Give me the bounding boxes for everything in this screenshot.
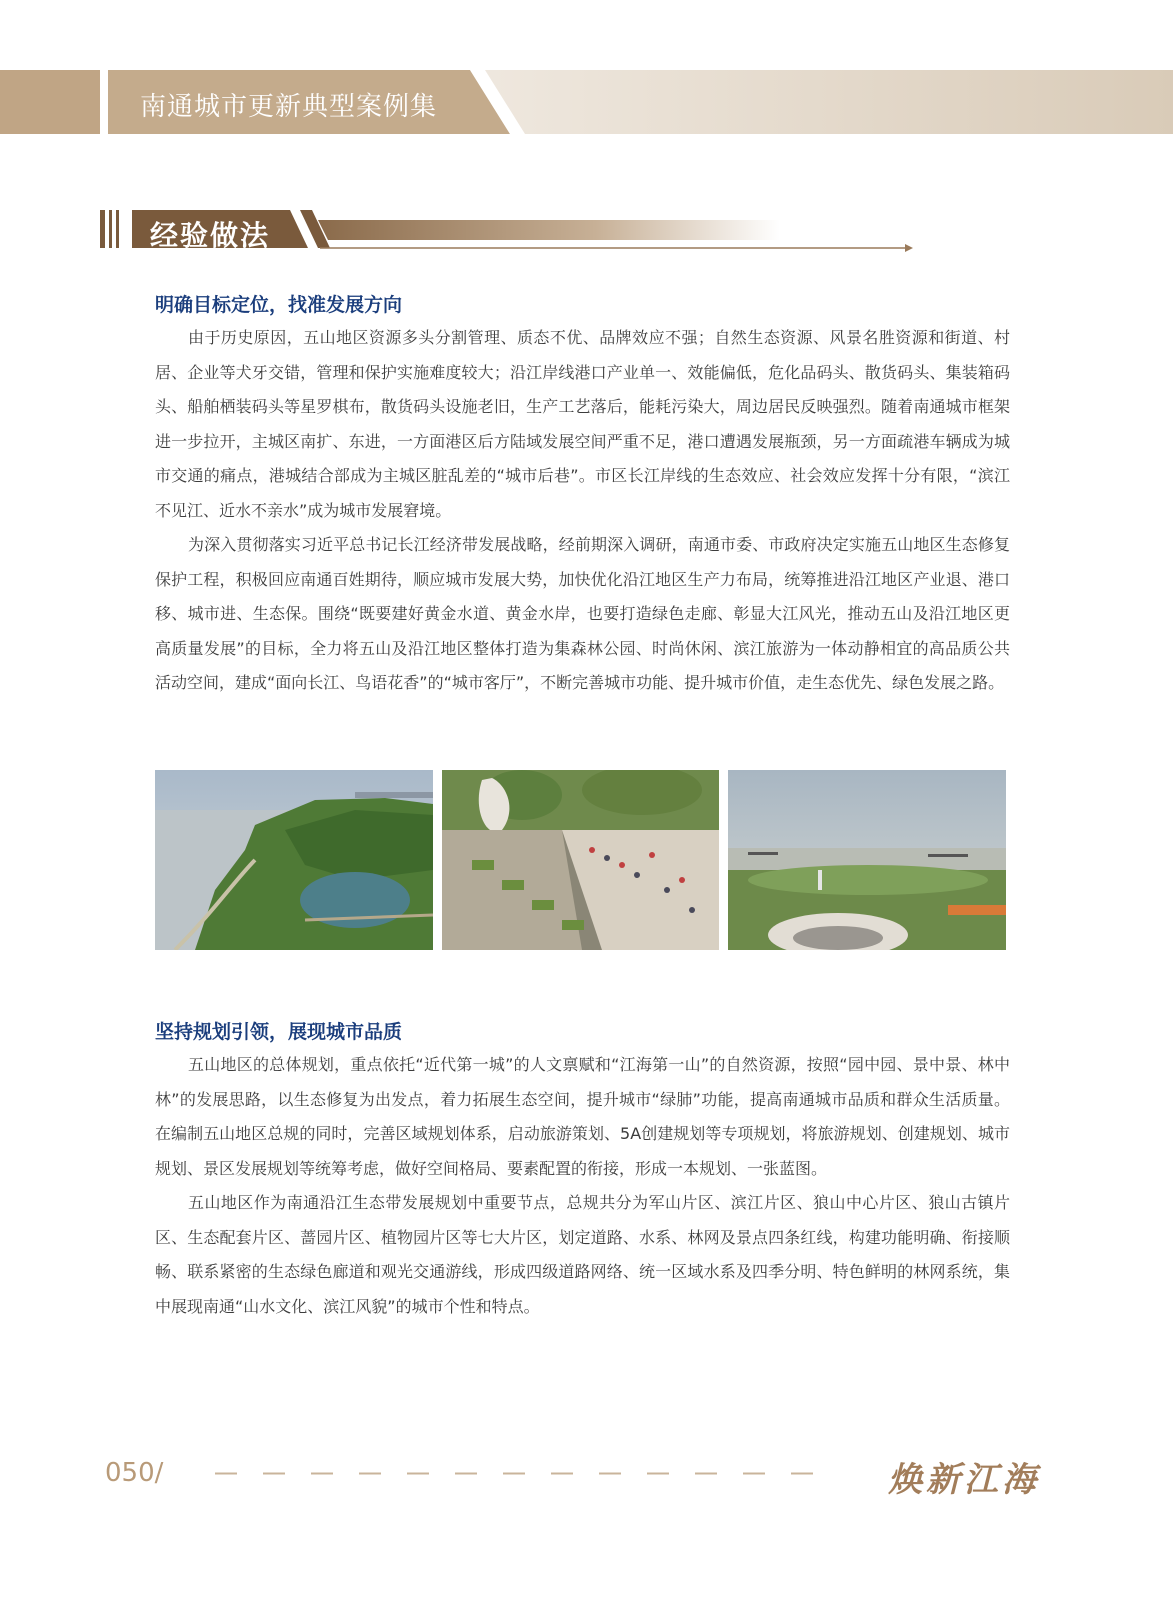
footer-dashed-rule xyxy=(215,1472,830,1475)
block1-paragraph-1: 由于历史原因，五山地区资源多头分割管理、质态不优、品牌效应不强；自然生态资源、风景名胜资源和街道、村居、企业等犬牙交错，管理和保护实施难度较大；沿江岸线港口产业单一、效能偏低，危化品码头、散货码头、集装箱码头、船舶栖装码头等星罗棋布，散货码头设施老旧，生产工艺落后，能耗污染大，周边居民反映强烈。随着南通城市框架进一步拉开，主城区南扩、东进，一方面港区后方陆域发展空间严重不足，港口遭遇发展瓶颈，另一方面疏港车辆成为城市交通的痛点，港城结合部成为主城区脏乱差的“城市后巷”。市区长江岸线的生态效应、社会效应发挥十分有限，“滨江不见江、近水不亲水”成为城市发展窘境。 xyxy=(155,328,1010,520)
publication-logo: 焕新江海 xyxy=(888,1460,1040,1500)
photo-aerial-riverside xyxy=(155,770,433,950)
photo-riverside-plaza xyxy=(728,770,1006,950)
photo-waterfront-crowd xyxy=(442,770,719,950)
block1-paragraph-2: 为深入贯彻落实习近平总书记长江经济带发展战略，经前期深入调研，南通市委、市政府决定实施五山地区生态修复保护工程，积极回应南通百姓期待，顺应城市发展大势，加快优化沿江地区生产力布局，统筹推进沿江地区产业退、港口移、城市进、生态保。围绕“既要建好黄金水道、黄金水岸，也要打造绿色走廊、彰显大江风光，推动五山及沿江地区更高质量发展”的目标，全力将五山及沿江地区整体打造为集森林公园、时尚休闲、滨江旅游为一体动静相宜的高品质公共活动空间，建成“面向长江、鸟语花香”的“城市客厅”，不断完善城市功能、提升城市价值，走生态优先、绿色发展之路。 xyxy=(155,535,1010,692)
page-number: 050/ xyxy=(105,1458,164,1488)
block2-paragraph-1: 五山地区的总体规划，重点依托“近代第一城”的人文禀赋和“江海第一山”的自然资源，按照“园中园、景中景、林中林”的发展思路，以生态修复为出发点，着力拓展生态空间，提升城市“绿肺”功能，提高南通城市品质和群众生活质量。在编制五山地区总规的同时，完善区域规划体系，启动旅游策划、5A创建规划等专项规划，将旅游规划、创建规划、城市规划、景区发展规划等统筹考虑，做好空间格局、要素配置的衔接，形成一本规划、一张蓝图。 xyxy=(155,1055,1010,1178)
block2-paragraph-2: 五山地区作为南通沿江生态带发展规划中重要节点，总规共分为军山片区、滨江片区、狼山中心片区、狼山古镇片区、生态配套片区、蔷园片区、植物园片区等七大片区，划定道路、水系、林网及景点四条红线，构建功能明确、衔接顺畅、联系紧密的生态绿色廊道和观光交通游线，形成四级道路网络、统一区域水系及四季分明、特色鲜明的林网系统，集中展现南通“山水文化、滨江风貌”的城市个性和特点。 xyxy=(155,1193,1010,1316)
block2-heading: 坚持规划引领，展现城市品质 xyxy=(155,1021,403,1043)
block1-heading: 明确目标定位，找准发展方向 xyxy=(155,294,403,316)
section-title: 经验做法 xyxy=(150,219,271,252)
header-title: 南通城市更新典型案例集 xyxy=(140,92,438,122)
